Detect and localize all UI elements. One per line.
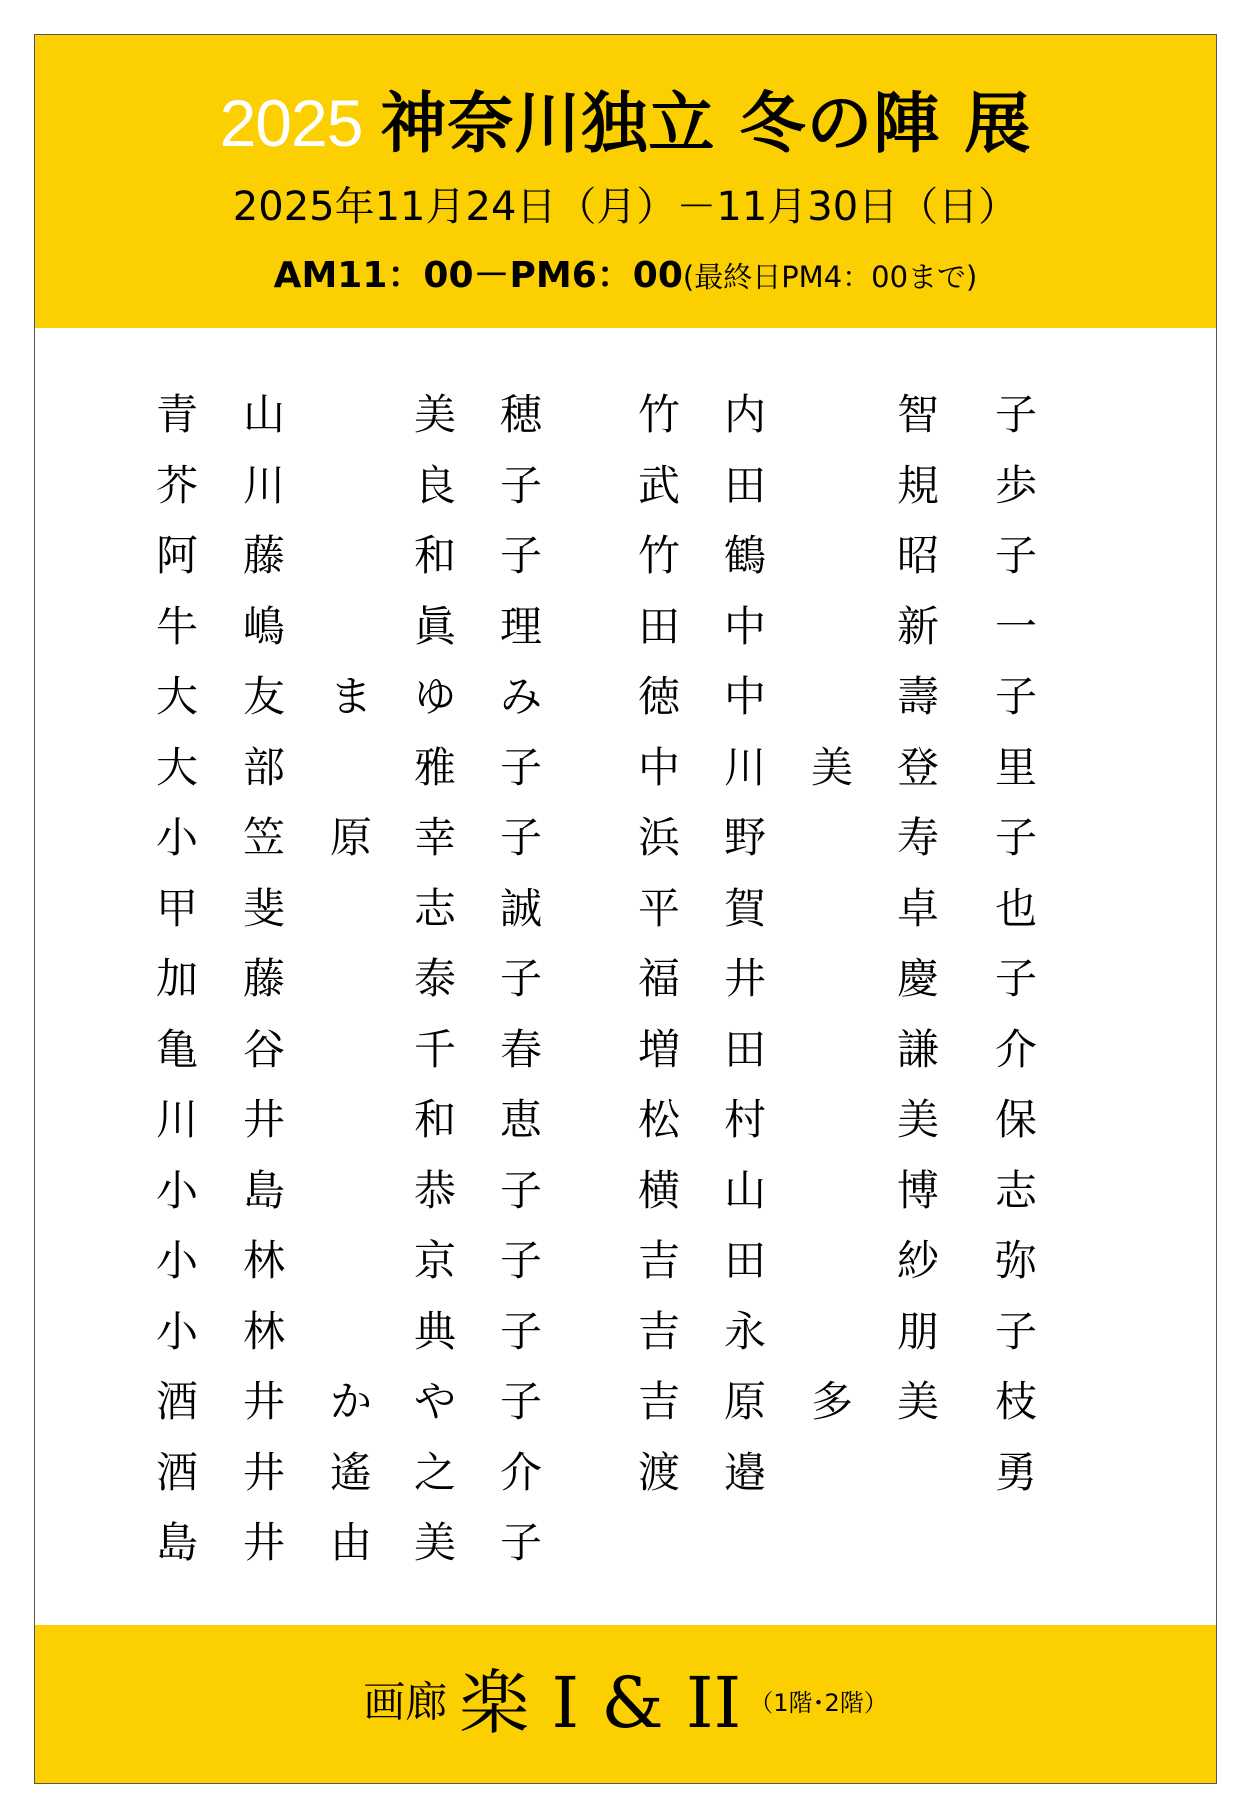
name-char: 子: [499, 1307, 542, 1356]
artist-name-right: [35, 808, 1216, 868]
artist-name-right: [35, 1231, 1216, 1291]
name-char: 介: [994, 1025, 1037, 1074]
name-char: 歩: [994, 461, 1037, 510]
name-char: 規: [896, 461, 939, 510]
name-char: 田: [723, 1236, 766, 1285]
name-char: 川: [155, 1095, 198, 1144]
name-char: 林: [242, 1307, 285, 1356]
name-char: 子: [499, 1518, 542, 1567]
name-char: 大: [155, 672, 198, 721]
title-text: 神奈川独立 冬の陣 展: [380, 85, 1032, 162]
name-char: 原: [723, 1377, 766, 1426]
name-char: 中: [723, 602, 766, 651]
name-char: 理: [499, 602, 542, 651]
name-char: 村: [723, 1095, 766, 1144]
name-char: 恭: [413, 1166, 456, 1215]
artist-name-right: [35, 1372, 1216, 1432]
name-char: 酒: [155, 1377, 198, 1426]
name-char: 林: [242, 1236, 285, 1285]
name-char: 中: [637, 743, 680, 792]
name-char: ゆ: [413, 672, 456, 721]
name-char: ま: [329, 672, 372, 721]
hours-note: (最終日PM4：00まで): [682, 260, 978, 294]
name-char: 邉: [723, 1448, 766, 1497]
name-char: 美: [413, 1518, 456, 1567]
name-char: 井: [242, 1095, 285, 1144]
gallery-prefix: 画廊: [363, 1677, 448, 1727]
name-char: 卓: [896, 884, 939, 933]
name-char: 介: [499, 1448, 542, 1497]
name-char: 誠: [499, 884, 542, 933]
name-char: 吉: [637, 1236, 680, 1285]
name-char: 福: [637, 954, 680, 1003]
name-char: 山: [723, 1166, 766, 1215]
artist-name-left: [35, 1513, 1216, 1573]
name-char: 里: [994, 743, 1037, 792]
name-char: 慶: [896, 954, 939, 1003]
artist-name-right: [35, 1443, 1216, 1503]
name-char: 子: [994, 531, 1037, 580]
name-char: 井: [723, 954, 766, 1003]
name-char: 酒: [155, 1448, 198, 1497]
name-char: 阿: [155, 531, 198, 580]
name-char: 京: [413, 1236, 456, 1285]
name-char: 美: [896, 1095, 939, 1144]
name-char: 川: [242, 461, 285, 510]
name-char: 内: [723, 390, 766, 439]
name-char: 也: [994, 884, 1037, 933]
name-char: 子: [499, 1166, 542, 1215]
name-char: 武: [637, 461, 680, 510]
name-char: 典: [413, 1307, 456, 1356]
name-char: 井: [242, 1518, 285, 1567]
exhibition-title: [35, 83, 1216, 164]
name-char: 牛: [155, 602, 198, 651]
name-char: 由: [329, 1518, 372, 1567]
name-char: 志: [413, 884, 456, 933]
name-char: 笠: [242, 813, 285, 862]
artist-name-right: [35, 738, 1216, 798]
title-year: 2025: [219, 86, 363, 160]
name-char: 谷: [242, 1025, 285, 1074]
artist-name-right: [35, 1020, 1216, 1080]
name-char: 竹: [637, 390, 680, 439]
name-char: 山: [242, 390, 285, 439]
footer-band: [35, 1625, 1216, 1783]
name-char: 斐: [242, 884, 285, 933]
name-char: 智: [896, 390, 939, 439]
name-char: 枝: [994, 1377, 1037, 1426]
name-char: や: [413, 1377, 456, 1426]
name-char: 美: [810, 743, 853, 792]
name-char: 勇: [994, 1448, 1037, 1497]
name-char: 大: [155, 743, 198, 792]
name-char: 泰: [413, 954, 456, 1003]
name-char: 田: [723, 461, 766, 510]
name-char: 和: [413, 1095, 456, 1144]
artist-name-right: [35, 879, 1216, 939]
name-char: 謙: [896, 1025, 939, 1074]
name-char: 美: [896, 1377, 939, 1426]
name-char: 吉: [637, 1307, 680, 1356]
name-char: 小: [155, 1307, 198, 1356]
name-char: 田: [637, 602, 680, 651]
name-char: 吉: [637, 1377, 680, 1426]
name-char: 穂: [499, 390, 542, 439]
name-char: 子: [994, 390, 1037, 439]
name-char: 鶴: [723, 531, 766, 580]
artist-name-right: [35, 667, 1216, 727]
name-char: 雅: [413, 743, 456, 792]
name-char: 藤: [242, 954, 285, 1003]
name-char: 加: [155, 954, 198, 1003]
artist-name-right: [35, 456, 1216, 516]
artist-name-right: [35, 385, 1216, 445]
name-char: 子: [994, 813, 1037, 862]
name-char: 松: [637, 1095, 680, 1144]
name-char: 恵: [499, 1095, 542, 1144]
poster-frame: [34, 34, 1217, 1784]
name-char: 井: [242, 1377, 285, 1426]
name-char: 博: [896, 1166, 939, 1215]
artist-name-right: [35, 1161, 1216, 1221]
name-char: 千: [413, 1025, 456, 1074]
name-char: 子: [499, 461, 542, 510]
name-char: 子: [499, 1236, 542, 1285]
name-char: 幸: [413, 813, 456, 862]
name-char: 青: [155, 390, 198, 439]
name-char: 子: [499, 813, 542, 862]
name-char: 野: [723, 813, 766, 862]
name-char: 子: [994, 1307, 1037, 1356]
name-char: 一: [994, 602, 1037, 651]
name-char: 原: [329, 813, 372, 862]
name-char: 寿: [896, 813, 939, 862]
name-char: 春: [499, 1025, 542, 1074]
name-char: 部: [242, 743, 285, 792]
name-char: 竹: [637, 531, 680, 580]
name-char: 紗: [896, 1236, 939, 1285]
gallery-info: [35, 1657, 1216, 1748]
name-char: 子: [499, 954, 542, 1003]
gallery-floors: （1階･2階）: [749, 1688, 888, 1717]
name-char: 増: [637, 1025, 680, 1074]
name-char: 之: [413, 1448, 456, 1497]
name-char: 永: [723, 1307, 766, 1356]
name-char: 徳: [637, 672, 680, 721]
name-char: 渡: [637, 1448, 680, 1497]
name-char: 保: [994, 1095, 1037, 1144]
name-char: 田: [723, 1025, 766, 1074]
exhibition-dates: 2025年11月24日（月）－11月30日（日）: [232, 184, 1019, 230]
name-char: 小: [155, 813, 198, 862]
name-char: 遙: [329, 1448, 372, 1497]
name-char: 島: [242, 1166, 285, 1215]
artist-name-right: [35, 526, 1216, 586]
name-char: 子: [499, 743, 542, 792]
name-char: 登: [896, 743, 939, 792]
name-char: 子: [499, 531, 542, 580]
name-char: 平: [637, 884, 680, 933]
hours-main: AM11：00－PM6：00: [273, 255, 683, 296]
name-char: 小: [155, 1236, 198, 1285]
name-char: 横: [637, 1166, 680, 1215]
name-char: み: [499, 672, 542, 721]
name-char: 昭: [896, 531, 939, 580]
name-char: 和: [413, 531, 456, 580]
artist-name-right: [35, 597, 1216, 657]
name-char: 井: [242, 1448, 285, 1497]
name-char: 浜: [637, 813, 680, 862]
name-char: 川: [723, 743, 766, 792]
name-char: 甲: [155, 884, 198, 933]
name-char: 賀: [723, 884, 766, 933]
name-char: 藤: [242, 531, 285, 580]
name-char: 島: [155, 1518, 198, 1567]
header-band: [35, 35, 1216, 328]
name-char: 友: [242, 672, 285, 721]
name-char: か: [329, 1377, 372, 1426]
name-char: 亀: [155, 1025, 198, 1074]
artist-name-right: [35, 1302, 1216, 1362]
artist-name-right: [35, 949, 1216, 1009]
opening-hours: [35, 251, 1216, 302]
name-char: 芥: [155, 461, 198, 510]
name-char: 弥: [994, 1236, 1037, 1285]
name-char: 新: [896, 602, 939, 651]
name-char: 眞: [413, 602, 456, 651]
name-char: 子: [994, 954, 1037, 1003]
name-char: 嶋: [242, 602, 285, 651]
name-char: 美: [413, 390, 456, 439]
name-char: 志: [994, 1166, 1037, 1215]
artist-name-right: [35, 1090, 1216, 1150]
name-char: 中: [723, 672, 766, 721]
name-char: 小: [155, 1166, 198, 1215]
name-char: 子: [994, 672, 1037, 721]
name-char: 壽: [896, 672, 939, 721]
name-char: 多: [810, 1377, 853, 1426]
name-char: 朋: [896, 1307, 939, 1356]
name-char: 子: [499, 1377, 542, 1426]
gallery-name: 楽 I & II: [459, 1661, 742, 1744]
name-char: 良: [413, 461, 456, 510]
